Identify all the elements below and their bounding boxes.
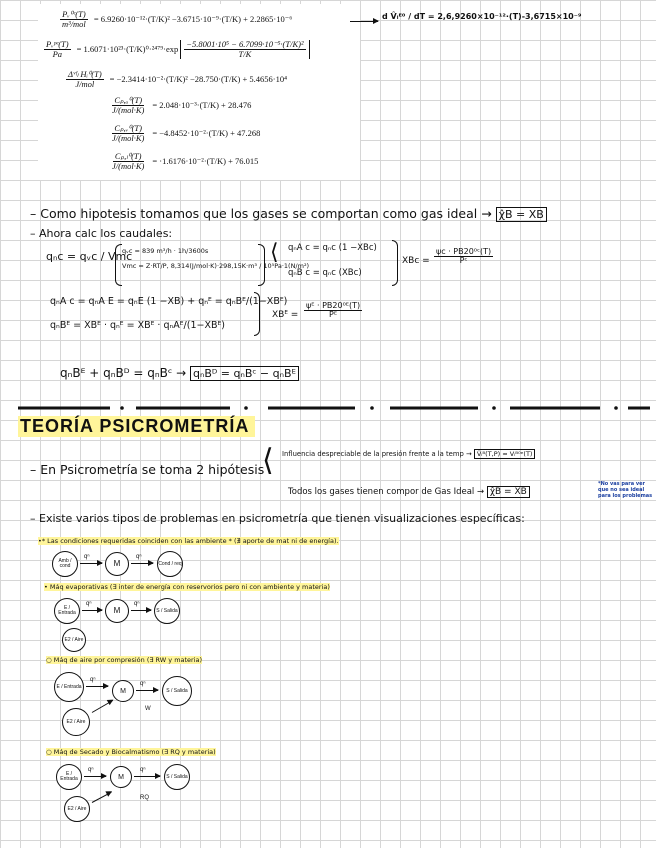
derivative-note: d V̂ₗᴱ⁰ / dT = 2,6,9260×10⁻¹²·(T)-3,6715×10⁻⁹ <box>382 12 582 21</box>
arrow-4c <box>92 792 112 803</box>
brace-hypotheses: ⟨ <box>262 443 274 478</box>
volumetric-flow-c: qᵥc = 839 m³/h · 1h/3600s <box>122 247 209 255</box>
brace-split: ⟨ <box>270 240 279 265</box>
node-entry-2: E / Entrada <box>54 598 80 624</box>
equation-vapor-pressure: $\frac{\text{Pᵥᵖᵉ(T)}}{Pa}$ = 1.6071·10²³·(T/K)⁰·²⁴⁷⁹·exp $\frac{\text{−5.8001·10⁵ − 6.7099·10⁻⁵·(T/K)²}}{T/K}$ <box>44 40 310 59</box>
label-4b: qⁿ <box>140 767 146 773</box>
psychrometry-hypotheses: – En Psicrometría se toma 2 hipótesis <box>30 462 265 477</box>
label-2a: qⁿ <box>86 601 92 607</box>
flow-b-c: qₙB c = qₙc (XBc) <box>288 268 362 278</box>
brace-right-1 <box>258 244 265 286</box>
node-e2-2: E2 / Aire <box>62 628 86 652</box>
problem-type-3: ○ Máq de aire por compresión (∃ RW y materia) <box>46 656 203 664</box>
arrow-4a <box>84 776 106 777</box>
label-1b: qⁿ <box>136 554 142 560</box>
molar-flow-c: qₙc = qᵥc / Vmc <box>46 250 133 263</box>
hypothesis-pressure: Influencia despreciable de la presión frente a la temp → V̂ₗᴮ(T,P) ≈ Vₗᴮ⁰ᵉ(T) <box>282 450 535 458</box>
node-exit-4: S / Salida <box>164 764 190 790</box>
equation-cp-vapor: $\frac{\text{Cₚ,ᵥ⁰(T)}}{\text{J/(mol·K)}}$ = −4.8452·10⁻²·(T/K) + 47.268 <box>112 123 261 143</box>
problem-types-heading: – Existe varios tipos de problemas en psicrometría que tienen visualizaciones específicas: <box>30 512 525 525</box>
node-machine-1: M <box>105 552 129 576</box>
node-e2-3: E2 / Aire <box>62 708 90 736</box>
label-3b: qⁿ <box>140 681 146 687</box>
hypothesis-ideal-gas: – Como hipotesis tomamos que los gases se comportan como gas ideal → χ̂B = XB <box>30 206 547 221</box>
calc-flows-heading: – Ahora calc los caudales: <box>30 227 173 240</box>
problem-type-4: ○ Máq de Secado y Biocalmatismo (∃ RQ y materia) <box>46 748 216 756</box>
xbc-label: XBc = <box>402 256 430 266</box>
section-title: TEORÍA PSICROMETRÍA <box>18 416 255 437</box>
label-3w: W <box>145 706 151 712</box>
node-ambient-1: Amb / cond <box>52 551 78 577</box>
label-1a: qⁿ <box>84 554 90 560</box>
node-exit-3: S / Salida <box>162 676 192 706</box>
flow-b-e: qₙBᴱ = XBᴱ · qₙᴱ = XBᴱ · qₙAᴱ/(1−XBᴱ) <box>50 320 225 331</box>
flow-a-e: qₙA c = qₙA E = qₙE (1 −XB) + qₙᴱ = qₙBᴱ/(1−XBᴱ) <box>50 296 288 307</box>
arrow-1a <box>80 563 102 564</box>
node-machine-3: M <box>112 680 134 702</box>
node-entry-4: E / Entrada <box>56 764 82 790</box>
label-4rq: RQ <box>140 795 149 801</box>
node-required-1: Cond / req <box>157 551 183 577</box>
node-entry-3: E / Entrada <box>54 672 84 702</box>
xbe-label: XBᴱ = <box>272 310 299 320</box>
node-machine-2: M <box>105 599 129 623</box>
molar-volume-c: Vmc = Z·RT/P, 8,314(J/mol·K)·298,15K·m³ / 10⁵Pa·1(N/m²) <box>122 262 310 270</box>
brace-right-2 <box>392 240 398 286</box>
node-machine-4: M <box>110 766 132 788</box>
flow-a-c: qₙA c = qₙc (1 −XBc) <box>288 243 377 253</box>
brace-left-1 <box>115 244 122 286</box>
arrow-4b <box>134 776 160 777</box>
equation-cp-liquid: $\frac{\text{Cₚ,ₗ⁰(T)}}{\text{J/(mol·K)}}$ = ·1.6176·10⁻²·(T/K) + 76.015 <box>112 151 259 171</box>
equation-molar-volume: $\frac{\text{Pᵥ⁰ᶜ(T)}}{\text{m³/mol}}$ = 6.9260·10⁻¹²·(T/K)² −3.6715·10⁻⁹·(T/K) + 2.2865·10⁻⁶ <box>62 9 293 29</box>
arrow-2a <box>82 610 102 611</box>
label-3a: qⁿ <box>90 677 96 683</box>
section-separator <box>0 400 656 416</box>
problem-type-2: • Máq evaporativas (∃ inter de energía con reservorios pero ni con ambiente y materia) <box>44 583 330 591</box>
brace-right-3 <box>254 292 260 336</box>
equation-cp-air: $\frac{\text{Cₚ,ₐ⁰(T)}}{\text{J/(mol·K)}}$ = 2.048·10⁻³·(T/K) + 28.476 <box>112 95 252 115</box>
arrow-1b <box>131 563 153 564</box>
arrow-derivative <box>350 21 378 22</box>
node-e2-4: E2 / Aire <box>64 796 90 822</box>
arrow-3c <box>92 700 113 713</box>
label-4a: qⁿ <box>88 767 94 773</box>
mass-balance: qₙBᴱ + qₙBᴰ = qₙBᶜ → qₙBᴰ = qₙBᶜ − qₙBᴱ <box>60 366 299 380</box>
xbc-fraction: $\frac{\text{ψc · PB20⁰ᶜ(T)}}{\text{Pᶜ}}$ <box>436 247 492 266</box>
arrow-3a <box>86 686 108 687</box>
problem-type-1: •* Las condiciones requeridas coinciden con las ambiente * (∄ aporte de mat ni de energía). <box>38 537 339 545</box>
equation-enthalpy: $\frac{\text{Δᵛᶠₗ Hᵢ⁰(T)}}{\text{J/mol}}$ = −2.3414·10⁻²·(T/K)² −28.750·(T/K) + 5.4656·10⁴ <box>68 69 288 89</box>
label-2b: qⁿ <box>134 601 140 607</box>
hypothesis-ideal-gas-2: Todos los gases tienen compor de Gas Ideal → χ̂B = XB <box>288 487 530 497</box>
blue-margin-note: *No vas para ver que no sea ideal para los problemas <box>598 481 653 499</box>
node-exit-2: S / Salida <box>154 598 180 624</box>
arrow-2b <box>131 610 151 611</box>
xbe-fraction: $\frac{\text{ψᴱ · PB20⁰ᴱ(T)}}{\text{Pᴱ}}$ <box>306 301 361 320</box>
arrow-3b <box>136 690 158 691</box>
